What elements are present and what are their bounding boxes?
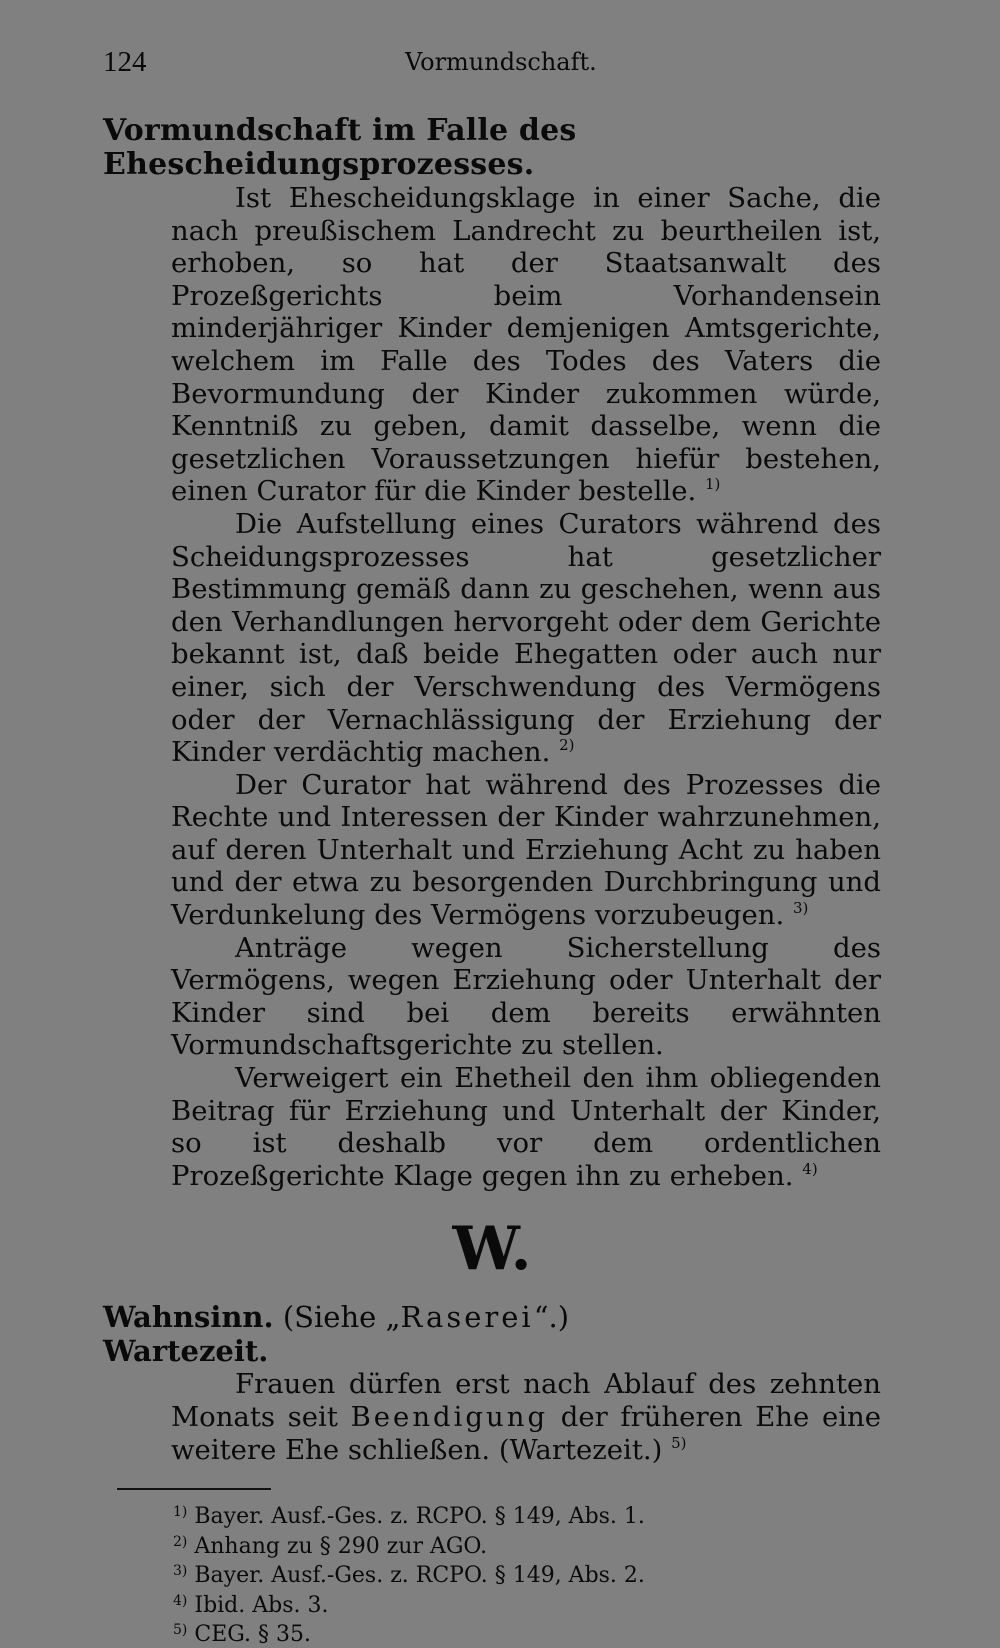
paragraph-2 — [171, 508, 881, 769]
footnote-reference: 5) — [671, 1433, 687, 1452]
paragraph-wartezeit — [171, 1368, 881, 1466]
paragraph-text: der früheren Ehe eine weitere Ehe schließen. (Wartezeit.) — [171, 1401, 882, 1466]
paragraph-5 — [171, 1062, 881, 1192]
section-body — [171, 182, 881, 1192]
footnote-1 — [173, 1500, 881, 1530]
paragraph-3 — [171, 769, 881, 932]
footnote-mark: 4) — [173, 1592, 188, 1609]
cross-reference-word: Raserei — [400, 1300, 534, 1335]
entry-wartezeit-body — [171, 1368, 881, 1466]
footnote-divider — [117, 1488, 271, 1490]
cross-reference-close: “.) — [533, 1300, 570, 1335]
letter-section-heading: W. — [452, 1214, 532, 1285]
entry-wahnsinn — [103, 1300, 881, 1334]
footnote-mark: 3) — [173, 1563, 188, 1580]
paragraph-4 — [171, 932, 881, 1062]
footnote-5 — [173, 1618, 881, 1648]
footnote-reference: 3) — [792, 899, 809, 918]
running-head — [103, 40, 881, 84]
footnote-reference: 1) — [704, 475, 721, 494]
page-number: 124 — [103, 46, 147, 78]
footnote-mark: 2) — [173, 1533, 188, 1550]
paragraph-text: Ist Ehescheidungsklage in einer Sache, die nach preußischem Landrecht zu beurtheilen ist, erhoben, so hat der Staatsanwalt des Prozeßgerichts beim Vorhandensein minderjähriger Kinder demjenigen Amtsgerichte, welchem im Falle des Todes des Vaters die Bevormundung der Kinder zukommen würde, Kenntniß zu geben, damit dasselbe, wenn die gesetzlichen Voraussetzungen hiefür bestehen, einen Curator für die Kinder bestelle. — [171, 182, 881, 508]
spaced-word: Beendigung — [350, 1401, 549, 1433]
footnote-4 — [173, 1589, 881, 1619]
footnote-reference: 2) — [559, 736, 575, 755]
footnote-reference: 4) — [802, 1159, 818, 1178]
footnote-text: Bayer. Ausf.-Ges. z. RCPO. § 149, Abs. 2. — [194, 1563, 645, 1589]
book-page — [103, 40, 881, 1648]
entry-term: Wahnsinn. — [103, 1300, 274, 1335]
footnote-text: Ibid. Abs. 3. — [194, 1592, 329, 1618]
running-head-title: Vormundschaft. — [405, 48, 597, 76]
footnote-mark: 1) — [173, 1504, 188, 1521]
paragraph-text: Die Aufstellung eines Curators während des Scheidungsprozesses hat gesetzlicher Bestimmung gemäß dann zu geschehen, wenn aus den Verhandlungen hervorgeht oder dem Gerichte bekannt ist, daß beide Ehegatten oder auch nur einer, sich der Verschwendung des Vermögens oder der Vernachlässigung der Erziehung der Kinder verdächtig machen. — [171, 507, 881, 769]
cross-reference-open: (Siehe „ — [282, 1300, 401, 1335]
paragraph-text: Frauen dürfen erst nach Ablauf des zehnten Monats seit — [171, 1368, 881, 1433]
entry-wartezeit-term — [103, 1334, 881, 1368]
paragraph-text: Anträge wegen Sicherstellung des Vermögens, wegen Erziehung oder Unterhalt der Kinder sind bei dem bereits erwähnten Vormundschaftsgerichte zu stellen. — [171, 931, 881, 1062]
paragraph-text: Verweigert ein Ehetheil den ihm obliegenden Beitrag für Erziehung und Unterhalt der Kinder, so ist deshalb vor dem ordentlichen Prozeßgerichte Klage gegen ihn zu erheben. — [171, 1062, 881, 1192]
footnote-2 — [173, 1530, 881, 1560]
entry-term: Wartezeit. — [103, 1334, 269, 1369]
footnote-text: Bayer. Ausf.-Ges. z. RCPO. § 149, Abs. 1. — [194, 1504, 645, 1530]
paragraph-1 — [171, 182, 881, 508]
section-heading: Vormundschaft im Falle des Ehescheidungsprozesses. — [103, 113, 577, 182]
footnotes — [173, 1500, 881, 1648]
footnote-text: Anhang zu § 290 zur AGO. — [194, 1533, 488, 1559]
footnote-3 — [173, 1559, 881, 1589]
paragraph-text: Der Curator hat während des Prozesses die Rechte und Interessen der Kinder wahrzunehmen, auf deren Unterhalt und Erziehung Acht zu haben und der etwa zu besorgenden Durchbringung und Verdunkelung des Vermögens vorzubeugen. — [171, 768, 881, 932]
footnote-mark: 5) — [173, 1622, 188, 1639]
footnote-text: CEG. § 35. — [194, 1622, 312, 1648]
